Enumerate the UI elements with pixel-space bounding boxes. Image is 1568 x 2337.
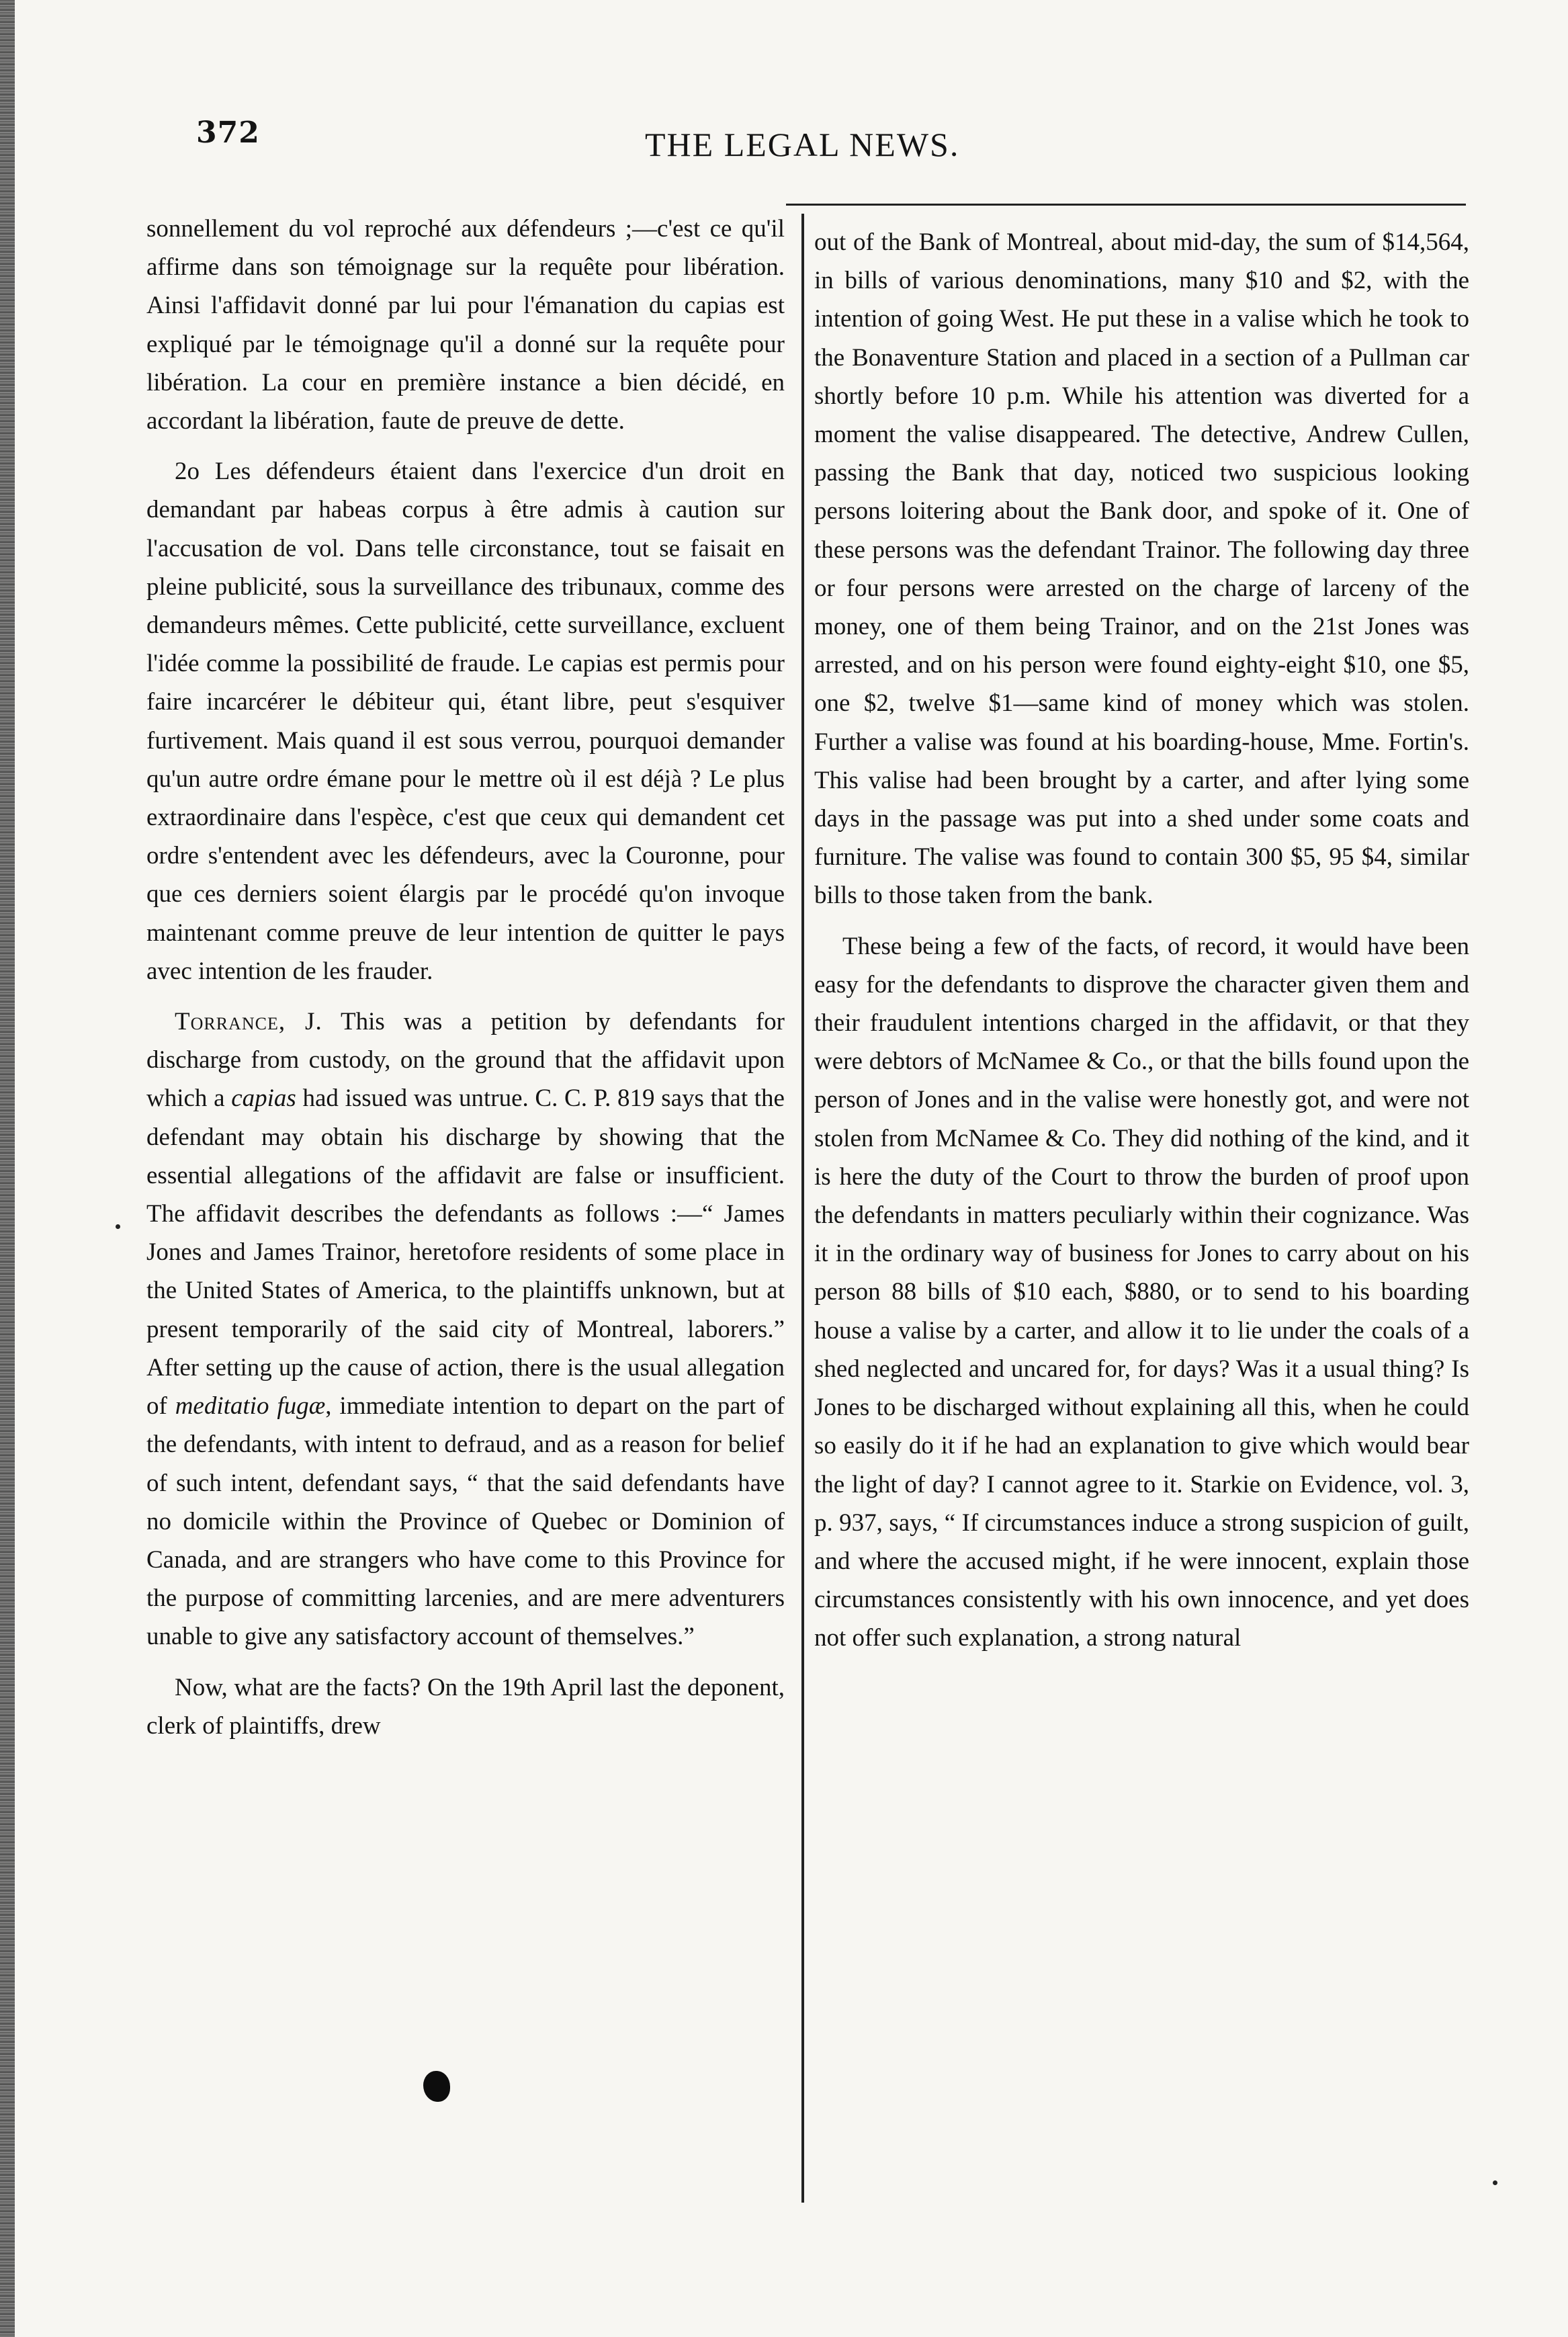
column-divider (801, 214, 804, 2203)
judge-name: Torrance, J. (175, 1008, 322, 1036)
ink-blot (423, 2071, 450, 2102)
page-number: 372 (196, 116, 260, 150)
left-paragraph-3 (146, 1003, 785, 1656)
stray-mark-right (1493, 2180, 1497, 2185)
right-paragraph-1: out of the Bank of Montreal, about mid-day, the sum of $14,564, in bills of various denominations, many $10 and $2, with the intention of going West. He put these in a valise which he took to the Bonaventure Station and placed in a section of a Pullman car shortly before 10 p.m. While his attention was diverted for a moment the valise disappeared. The detective, Andrew Cullen, passing the Bank that day, noticed two suspicious looking persons loitering about the Bank door, and spoke of it. One of these persons was the defendant Trainor. The following day three or four persons were arrested on the charge of larceny of the money, one of them being Trainor, and on the 21st Jones was arrested, and on his person were found eighty-eight $10, one $5, one $2, twelve $1—same kind of money which was stolen. Further a valise was found at his boarding-house, Mme. Fortin's. This valise had been brought by a carter, and after lying some days in the passage was put into a shed under some coats and furniture. The valise was found to contain 300 $5, 95 $4, similar bills to those taken from the bank. (814, 228, 1469, 910)
right-column (814, 223, 1469, 1658)
left-paragraph-3-part-b: had issued was untrue. C. C. P. 819 says that the defendant may obtain his discharge by showing that the essential allegations of the affidavit are false or insufficient. The affidavit describes the defendants as follows :—“ James Jones and James Trainor, heretofore residents of some place in the United States of America, to the plaintiffs unknown, but at present temporarily of the said city of Montreal, laborers.” After setting up the cause of action, there is the usual allegation of (146, 1085, 785, 1420)
left-paragraph-2: 2o Les défendeurs étaient dans l'exercice d'un droit en demandant par habeas corpus à être admis à caution sur l'accusation de vol. Dans telle circonstance, tout se faisait en pleine publicité, sous la surveillance des tribunaux, comme des demandeurs mêmes. Cette publicité, cette surveillance, excluent l'idée comme la possibilité de fraude. Le capias est permis pour faire incarcérer le débiteur qui, étant libre, peut s'esquiver furtivement. Mais quand il est sous verrou, pourquoi demander qu'un autre ordre émane pour le mettre où il est déjà ? Le plus extraordinaire dans l'espèce, c'est que ceux qui demandent cet ordre s'entendent avec les défendeurs, avec la Couronne, pour que ces derniers soient élargis par le procédé qu'on invoque maintenant comme preuve de leur intention de quitter le pays avec intention de les frauder. (146, 458, 785, 985)
header-rule (786, 204, 1466, 206)
running-title: THE LEGAL NEWS. (645, 126, 960, 163)
page-binding-edge (0, 0, 15, 2337)
stray-mark-left (116, 1224, 120, 1229)
left-paragraph-3-part-c: , immediate intention to depart on the part of the defendants, with intent to defraud, and as a reason for belief of such intent, defendant says, “ that the said defendants have no domicile within the Province of Quebec or Dominion of Canada, and are strangers who have come to this Province for the purpose of committing larcenies, and are mere adventurers unable to give any satisfactory account of themselves.” (146, 1392, 785, 1651)
latin-term: meditatio fugæ (175, 1392, 326, 1420)
right-paragraph-2: These being a few of the facts, of record, it would have been easy for the defendants to disprove the character given them and their fraudulent intentions charged in the affidavit, or that they were debtors of McNamee & Co., or that the bills found upon the person of Jones and in the valise were honestly got, and were not stolen from McNamee & Co. They did nothing of the kind, and it is here the duty of the Court to throw the burden of proof upon the defendants in matters peculiarly within their cognizance. Was it in the ordinary way of business for Jones to carry about on his person 88 bills of $10 each, $880, or to send to his boarding house a valise by a carter, and allow it to lie under the coals of a shed neglected and uncared for, for days? Was it a usual thing? Is Jones to be discharged without explaining all this, when he could so easily do it if he had an explanation to give which would bear the light of day? I cannot agree to it. Starkie on Evidence, vol. 3, p. 937, says, “ If circumstances induce a strong suspicion of guilt, and where the accused might, if he were innocent, explain those circumstances consistently with his own innocence, and yet does not offer such explanation, a strong natural (814, 932, 1469, 1652)
capias-term: capias (231, 1085, 296, 1113)
left-paragraph-1: sonnellement du vol reproché aux défendeurs ;—c'est ce qu'il affirme dans son témoignage sur la requête pour libération. Ainsi l'affidavit donné par lui pour l'émanation du capias est expliqué par le témoignage qu'il a donné sur la requête pour libération. La cour en première instance a bien décidé, en accordant la libération, faute de preuve de dette. (146, 215, 785, 435)
left-column (146, 210, 785, 1745)
left-paragraph-3-part-a: This was a petition by defendants for discharge from custody, on the ground that the affidavit upon which a (146, 1008, 785, 1113)
left-paragraph-4: Now, what are the facts? On the 19th April last the deponent, clerk of plaintiffs, drew (146, 1673, 785, 1740)
